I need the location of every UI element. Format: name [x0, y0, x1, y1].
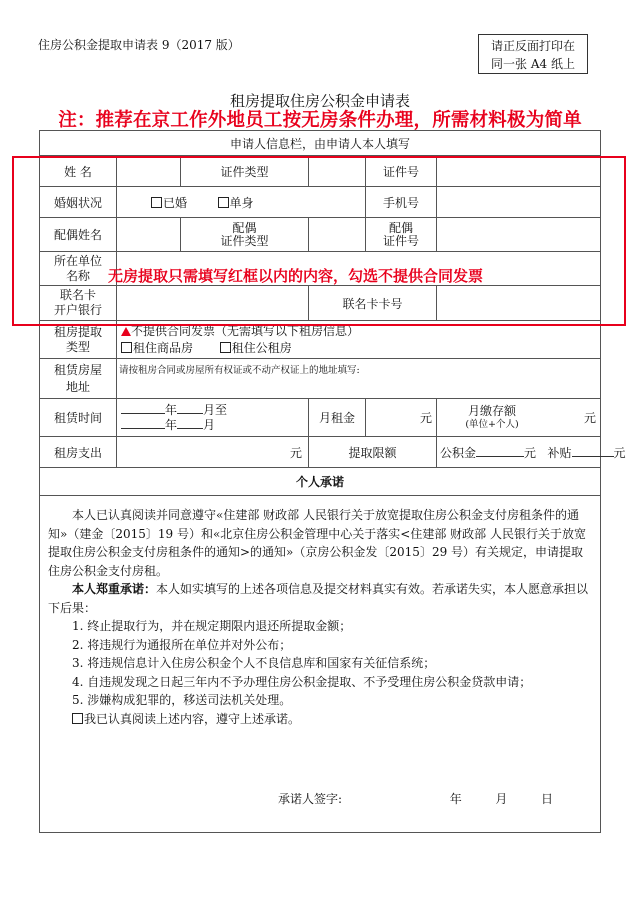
- pledge-item-4: 4. 自违规发现之日起三年内不予办理住房公积金提取、不予受理住房公积金贷款申请；: [72, 674, 532, 689]
- unit-label-line1: 所在单位: [53, 253, 102, 268]
- fund-unit: 元: [524, 445, 537, 460]
- sign-day: 日: [541, 792, 554, 806]
- married-label: 已婚: [163, 195, 188, 210]
- subsidy-label: 补贴: [547, 445, 572, 460]
- sign-year: 年: [449, 792, 462, 806]
- bank-label-line2: 开户银行: [53, 303, 102, 317]
- public-housing-label: 租住公租房: [231, 340, 292, 355]
- top-note: 注：推荐在京工作外地员工按无房条件办理，所需材料极为简单: [58, 110, 582, 131]
- print-note-line1: 请正反面打印在: [490, 39, 575, 53]
- pledge-item-2: 2. 将违规行为通报所在单位并对外公布；: [72, 637, 292, 652]
- bank-label-line1: 联名卡: [59, 288, 96, 302]
- spouse-id-no-line2: 证件号: [382, 233, 419, 248]
- monthly-rent-field[interactable]: [366, 399, 437, 437]
- period-year2: 年: [165, 417, 178, 432]
- pledge-title: 个人承诺: [40, 468, 601, 496]
- signature-line: [48, 790, 592, 809]
- address-label: [40, 359, 117, 399]
- form-title: 租房提取住房公积金申请表: [229, 92, 410, 110]
- id-no-label: 证件号: [366, 156, 437, 187]
- print-note: [478, 34, 588, 74]
- name-label: 姓 名: [40, 156, 117, 187]
- pledge-item-5: 5. 涉嫌构成犯罪的，移送司法机关处理。: [72, 693, 292, 707]
- unit-label-line2: 名称: [65, 268, 90, 283]
- deposit-label-line2: (单位+个人): [465, 418, 519, 430]
- form-id: 住房公积金提取申请表 9（2017 版）: [38, 38, 240, 52]
- monthly-rent-unit: 元: [419, 411, 432, 425]
- pledge-item-1: 1. 终止提取行为，并在规定期限内退还所提取金额；: [72, 619, 352, 633]
- confirm-label: 我已认真阅读上述内容，遵守上述承诺。: [84, 711, 301, 726]
- expense-field[interactable]: [117, 437, 309, 468]
- warning-triangle-icon[interactable]: [121, 327, 131, 336]
- pledge-item-3: 3. 将违规信息计入住房公积金个人不良信息库和国家有关征信系统；: [72, 656, 436, 670]
- spouse-id-no-line1: 配偶: [388, 220, 413, 235]
- address-label-line2: 地址: [65, 379, 90, 394]
- spouse-name-label: 配偶姓名: [40, 218, 117, 252]
- rent-type-options: [117, 321, 601, 359]
- pledge-paragraph-2: 本人如实填写的上述各项信息及提交材料真实有效。若承诺失实，本人愿意承担以下后果：: [48, 582, 589, 615]
- fund-label: 公积金: [440, 445, 477, 460]
- pledge-paragraph-1: 本人已认真阅读并同意遵守«住建部 财政部 人民银行关于放宽提取住房公积金支付房租条件的通知»（建金〔2015〕19 号）和«北京住房公积金管理中心关于落实<住建部 财政部 人民银行关于放宽提取住房公积金支付房租条件的通知>的通知»（京房公积金发〔2015〕29 号）有关规定，申请提取住房公积金支付房租。: [48, 508, 586, 578]
- confirm-checkbox[interactable]: [72, 713, 83, 724]
- address-hint: 请按租房合同或房屋所有权证或不动产权证上的地址填写:: [119, 365, 360, 376]
- card-no-label: 联名卡卡号: [309, 286, 437, 321]
- id-type-label: 证件类型: [181, 156, 309, 187]
- monthly-rent-label: 月租金: [309, 399, 366, 437]
- spouse-id-type-line1: 配偶: [232, 220, 257, 235]
- red-hint: 无房提取只需填写红框以内的内容，勾选不提供合同发票: [108, 267, 484, 285]
- period-year1: 年: [165, 402, 178, 417]
- deposit-label-line1: 月缴存额: [467, 403, 516, 418]
- public-housing-checkbox[interactable]: [220, 342, 231, 353]
- expense-unit: 元: [289, 445, 302, 460]
- spouse-id-type-line2: 证件类型: [220, 233, 269, 248]
- red-highlight-box: [12, 156, 626, 326]
- period-field[interactable]: [117, 399, 309, 437]
- sign-month: 月: [495, 792, 508, 806]
- phone-label: 手机号: [366, 187, 437, 218]
- rent-type-line2: 类型: [65, 339, 90, 354]
- rent-type-label: [40, 321, 117, 359]
- print-note-line2: 同一张 A4 纸上: [491, 57, 575, 71]
- single-label: 单身: [229, 195, 254, 210]
- commercial-checkbox[interactable]: [121, 342, 132, 353]
- limit-field[interactable]: [437, 437, 626, 468]
- expense-label: 租房支出: [40, 437, 117, 468]
- deposit-cell[interactable]: [437, 399, 601, 437]
- commercial-label: 租住商品房: [133, 340, 194, 355]
- address-field[interactable]: [117, 359, 601, 399]
- rent-type-line1: 租房提取: [53, 324, 102, 339]
- pledge-bold-lead: 本人郑重承诺：: [72, 582, 157, 596]
- signer-label: 承诺人签字:: [278, 792, 343, 806]
- no-invoice-option: 不提供合同发票（无需填写以下租房信息）: [131, 323, 360, 338]
- period-month-to: 月至: [203, 402, 228, 417]
- deposit-unit: 元: [584, 411, 597, 425]
- period-month: 月: [203, 417, 216, 432]
- address-label-line1: 租赁房屋: [53, 362, 102, 377]
- marital-label: 婚姻状况: [40, 187, 117, 218]
- subsidy-unit: 元: [613, 445, 626, 460]
- limit-label: 提取限额: [309, 437, 437, 468]
- period-label: 租赁时间: [40, 399, 117, 437]
- pledge-body: [40, 496, 601, 833]
- applicant-section-header: 申请人信息栏，由申请人本人填写: [40, 131, 601, 156]
